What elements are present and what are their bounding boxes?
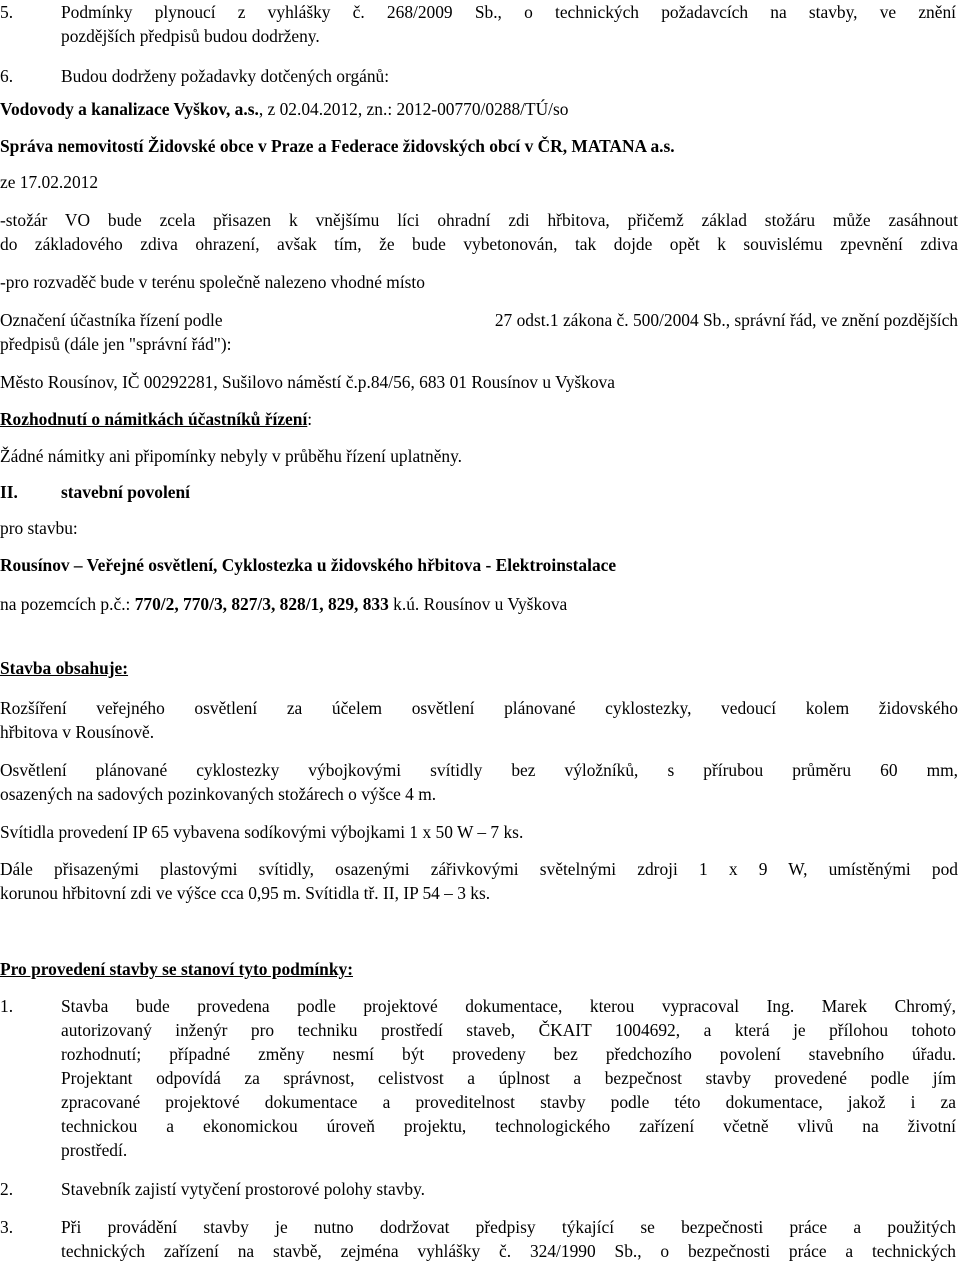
participant-intro-c: , správní řád, ve znění pozdějších — [725, 310, 958, 330]
law-reference: 27 odst.1 zákona č. 500/2004 Sb. — [494, 310, 726, 330]
condition-number: 3. — [0, 1217, 14, 1237]
organ-date: ze 17.02.2012 — [0, 172, 99, 192]
participant-intro-a: Označení účastníka řízení podle — [0, 310, 223, 330]
item-number: 6. — [0, 66, 14, 86]
item-text: pozdějších předpisů budou dodrženy. — [61, 26, 320, 46]
organ-line — [0, 134, 958, 158]
organ-reference: , z 02.04.2012, zn.: 2012-00770/0288/TÚ/so — [258, 99, 569, 119]
paragraph: osazených na sadových pozinkovaných stožárech o výšce 4 m. — [0, 784, 437, 804]
organ-name: Správa nemovitostí Židovské obce v Praze a Federace židovských obcí v ČR, MATANA a.s. — [0, 136, 675, 156]
section-number: II. — [0, 482, 18, 502]
participant: Město Rousínov, IČ 00292281, Sušilovo náměstí č.p.84/56, 683 01 Rousínov u Vyškova — [0, 372, 615, 392]
condition-line: technickou a ekonomickou úroveň projektu, technologického zařízení včetně vlivů na životní — [61, 1116, 956, 1136]
condition-line: prostředí. — [61, 1140, 128, 1160]
paragraph: hřbitova v Rousínově. — [0, 722, 155, 742]
condition-line: zpracované projektové dokumentace a proveditelnost stavby podle této dokumentace, jakož i za — [61, 1092, 956, 1112]
building-name-line — [0, 553, 958, 577]
item-text: Podmínky plynoucí z vyhlášky č. 268/2009 Sb., o technických požadavcích na stavby, ve znění — [61, 2, 956, 22]
paragraph: Dále přisazenými plastovými svítidly, osazenými zářivkovými světelnými zdroji 1 x 9 W, umístěnými pod — [0, 859, 958, 879]
condition-line: Stavebník zajistí vytyčení prostorové polohy stavby. — [61, 1179, 426, 1199]
participant-intro-cont: předpisů (dále jen "správní řád"): — [0, 334, 232, 354]
section-sign — [485, 308, 958, 332]
item-number: 5. — [0, 2, 14, 22]
condition-number: 2. — [0, 1179, 14, 1199]
objections-text: Žádné námitky ani připomínky nebyly v průběhu řízení uplatněny. — [0, 446, 463, 466]
parcels: 770/2, 770/3, 827/3, 828/1, 829, 833 — [134, 594, 389, 614]
condition-text: do základového zdiva ohrazení, avšak tím, že bude vybetonován, tak dojde opět k souvislému zpevnění zdiva — [0, 234, 958, 254]
paragraph: Svítidla provedení IP 65 vybavena sodíkovými výbojkami 1 x 50 W – 7 ks. — [0, 822, 524, 842]
paragraph: korunou hřbitovní zdi ve výšce cca 0,95 m. Svítidla tř. II, IP 54 – 3 ks. — [0, 883, 491, 903]
condition-line: rozhodnutí; případné změny nesmí být provedeny bez předchozího povolení stavebního úřadu. — [61, 1044, 956, 1064]
paragraph: Osvětlení plánované cyklostezky výbojkovými svítidly bez výložníků, s přírubou průměru 60 mm, — [0, 760, 958, 780]
conditions-heading-line — [0, 957, 958, 981]
for-building-label: pro stavbu: — [0, 518, 78, 538]
contains-heading: Stavba obsahuje: — [0, 658, 129, 678]
condition-line: autorizovaný inženýr pro techniku prostředí staveb, ČKAIT 1004692, a která je přílohou tohoto — [61, 1020, 956, 1040]
parcels-prefix: na pozemcích p.č.: — [0, 594, 135, 614]
paragraph: Rozšíření veřejného osvětlení za účelem osvětlení plánované cyklostezky, vedoucí kolem židovského — [0, 698, 958, 718]
parcels-line — [0, 592, 958, 616]
condition-line: technických zařízení na stavbě, zejména vyhlášky č. 324/1990 Sb., o bezpečnosti práce a technických — [61, 1241, 956, 1261]
item-text: Budou dodrženy požadavky dotčených orgánů: — [61, 66, 390, 86]
section-title: stavební povolení — [61, 482, 191, 502]
colon: : — [307, 409, 313, 429]
condition-line: Projektant odpovídá za správnost, celistvost a úplnost a bezpečnost stavby provedené podle jím — [61, 1068, 956, 1088]
objections-heading: Rozhodnutí o námitkách účastníků řízení — [0, 409, 308, 429]
building-name: Rousínov – Veřejné osvětlení, Cyklostezka u židovského hřbitova - Elektroinstalace — [0, 555, 617, 575]
condition-number: 1. — [0, 996, 14, 1016]
conditions-heading: Pro provedení stavby se stanoví tyto podmínky: — [0, 959, 354, 979]
participant-intro — [0, 308, 958, 332]
condition-text: -stožár VO bude zcela přisazen k vnějšímu líci ohradní zdi hřbitova, přičemž základ stožáru může zasáhnout — [0, 210, 958, 230]
condition-line: Stavba bude provedena podle projektové dokumentace, kterou vypracoval Ing. Marek Chromý, — [61, 996, 956, 1016]
organ-name: Vodovody a kanalizace Vyškov, a.s. — [0, 99, 259, 119]
organ-line — [0, 97, 958, 121]
parcels-suffix: k.ú. Rousínov u Vyškova — [388, 594, 568, 614]
objections-heading-line — [0, 407, 958, 431]
condition-line: Při provádění stavby je nutno dodržovat předpisy týkající se bezpečnosti práce a použitých — [61, 1217, 956, 1237]
condition-text: -pro rozvaděč bude v terénu společně nalezeno vhodné místo — [0, 272, 425, 292]
contains-heading-line — [0, 656, 958, 680]
